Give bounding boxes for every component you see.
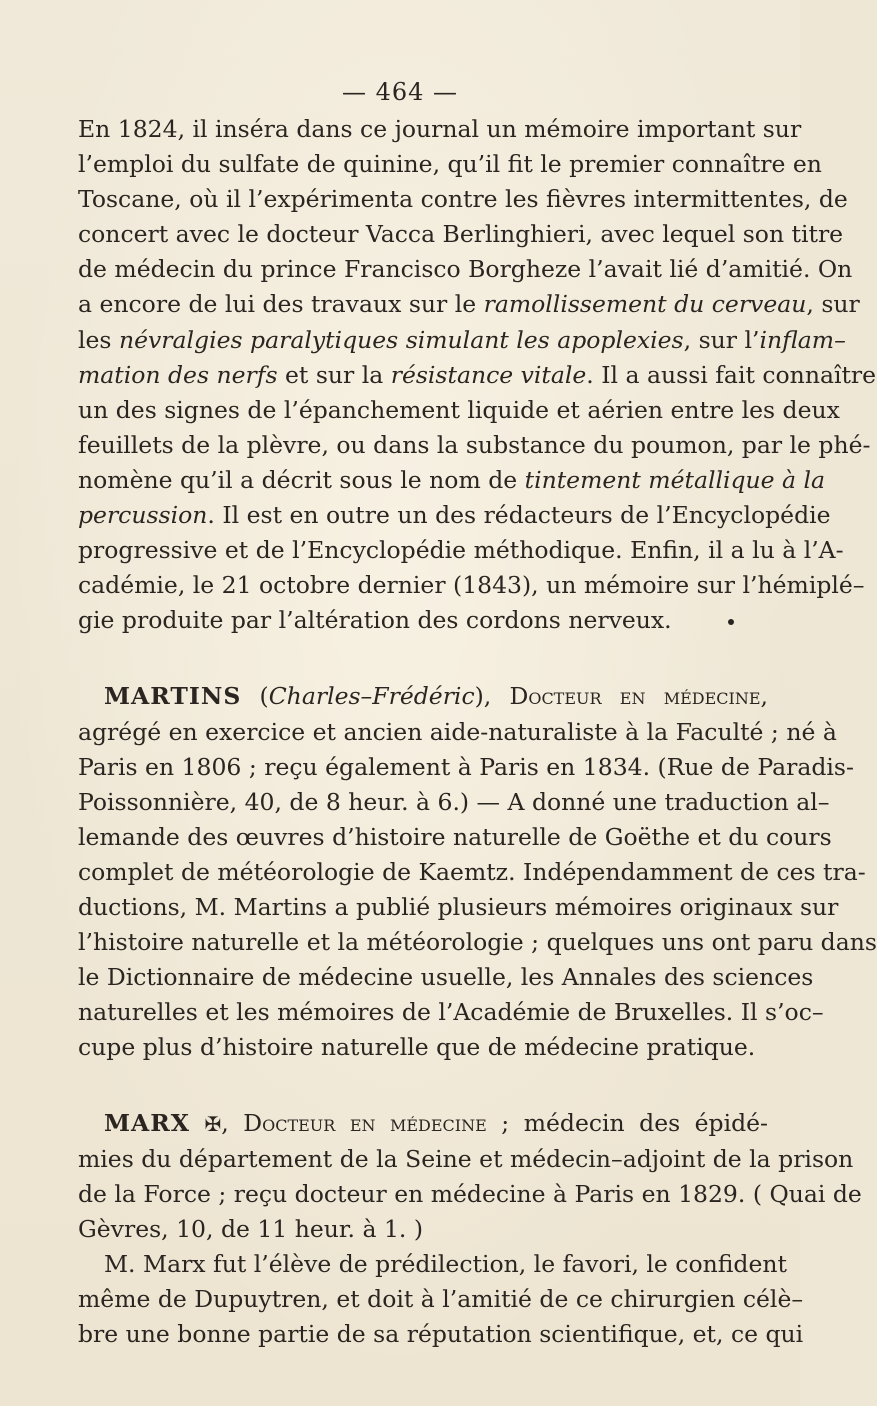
text-line: concert avec le docteur Vacca Berlinghieri, avec lequel son titre	[78, 220, 844, 249]
text-line: ductions, M. Martins a publié plusieurs mémoires originaux sur	[78, 892, 839, 921]
text-line: de la Force ; reçu docteur en médecine à Paris en 1829. ( Quai de	[78, 1179, 862, 1208]
italic-title: tintement métallique à la	[524, 465, 826, 494]
italic-title: mation des nerfs	[78, 360, 278, 389]
legion-of-honour-cross-icon: ✠	[204, 1112, 222, 1137]
text-line: même de Dupuytren, et doit à l’amitié de ce chirurgien célè–	[78, 1284, 804, 1313]
text-line	[78, 679, 768, 714]
italic-title: névralgies paralytiques simulant les apoplexies	[118, 325, 684, 354]
text-line: lemande des œuvres d’histoire naturelle de Goëthe et du cours	[78, 822, 832, 851]
text-line	[78, 1106, 768, 1141]
text-line: le Dictionnaire de médecine usuelle, les Annales des sciences	[78, 963, 814, 992]
text-run: nomène qu’il a décrit sous le nom de	[78, 465, 525, 494]
text-line	[78, 323, 846, 358]
text-line: Gèvres, 10, de 11 heur. à 1. )	[78, 1214, 424, 1243]
text-line: complet de météorologie de Kaemtz. Indépendamment de ces tra-	[78, 857, 866, 886]
text-line: feuillets de la plèvre, ou dans la substance du poumon, par le phé-	[78, 430, 871, 459]
text-line: mies du département de la Seine et médecin–adjoint de la prison	[78, 1144, 854, 1173]
text-line: cadémie, le 21 octobre dernier (1843), un mémoire sur l’hémiplé–	[78, 571, 865, 600]
text-line: Paris en 1806 ; reçu également à Paris en 1834. (Rue de Paradis-	[78, 752, 854, 781]
text-line: agrégé en exercice et ancien aide-naturaliste à la Faculté ; né à	[78, 717, 837, 746]
entry-marx	[78, 1106, 862, 1352]
given-names: Charles–Frédéric	[268, 682, 475, 711]
text-line: naturelles et les mémoires de l’Académie de Bruxelles. Il s’oc–	[78, 998, 824, 1027]
italic-title: percussion	[78, 501, 208, 530]
text-line: l’histoire naturelle et la météorologie ; quelques uns ont paru dans	[78, 928, 877, 957]
text-line: Toscane, où il l’expérimenta contre les fièvres intermittentes, de	[78, 185, 848, 214]
text-line	[78, 358, 877, 393]
entry-martins	[78, 679, 877, 1065]
text-line: M. Marx fut l’élève de prédilection, le favori, le confident	[104, 1249, 787, 1278]
text-line: progressive et de l’Encyclopédie méthodique. Enfin, il a lu à l’A-	[78, 536, 844, 565]
text-run: (	[241, 682, 269, 711]
text-line: l’emploi du sulfate de quinine, qu’il fit le premier connaître en	[78, 150, 822, 179]
text-run: a encore de lui des travaux sur le	[78, 290, 484, 319]
ink-speck	[728, 619, 734, 625]
text-line: bre une bonne partie de sa réputation scientifique, et, ce qui	[78, 1320, 804, 1348]
italic-title: ramollissement du cerveau	[483, 290, 807, 319]
italic-title: inflam–	[759, 325, 846, 354]
text-line	[78, 603, 768, 638]
page-number-header: — 464 —	[341, 78, 459, 106]
text-line: En 1824, il inséra dans ce journal un mémoire important sur	[78, 115, 802, 143]
text-line	[78, 287, 860, 322]
degree-title: Docteur en médecine	[243, 1109, 487, 1138]
text-run: , sur l’	[683, 325, 760, 354]
text-run: ,	[221, 1109, 244, 1138]
text-run: . Il est en outre un des rédacteurs de l’Encyclopédie	[207, 501, 831, 530]
entry-spacer	[78, 638, 768, 679]
text-line	[78, 463, 826, 498]
page-body	[78, 112, 877, 1352]
text-line	[78, 498, 831, 533]
text-run: . Il a aussi fait connaître	[586, 360, 877, 389]
text-run: ; médecin des épidé-	[486, 1109, 769, 1138]
entry-spacer	[78, 1065, 768, 1106]
text-run: et sur la	[277, 360, 391, 389]
degree-title: Docteur en médecine,	[509, 682, 768, 711]
text-run: les	[78, 325, 119, 354]
italic-title: résistance vitale	[390, 360, 587, 389]
text-line: cupe plus d’histoire naturelle que de médecine pratique.	[78, 1033, 756, 1062]
text-line: un des signes de l’épanchement liquide et aérien entre les deux	[78, 395, 840, 424]
text-run: ),	[474, 682, 510, 711]
entry-name: MARX	[104, 1109, 191, 1138]
text-line: Poissonnière, 40, de 8 heur. à 6.) — A donné une traduction al–	[78, 787, 830, 816]
text-line: de médecin du prince Francisco Borgheze l’avait lié d’amitié. On	[78, 255, 853, 284]
paragraph-continuation	[78, 112, 877, 638]
text-run: gie produite par l’altération des cordons nerveux.	[78, 606, 672, 635]
text-run: , sur	[806, 290, 860, 319]
entry-name: MARTINS	[104, 682, 242, 711]
